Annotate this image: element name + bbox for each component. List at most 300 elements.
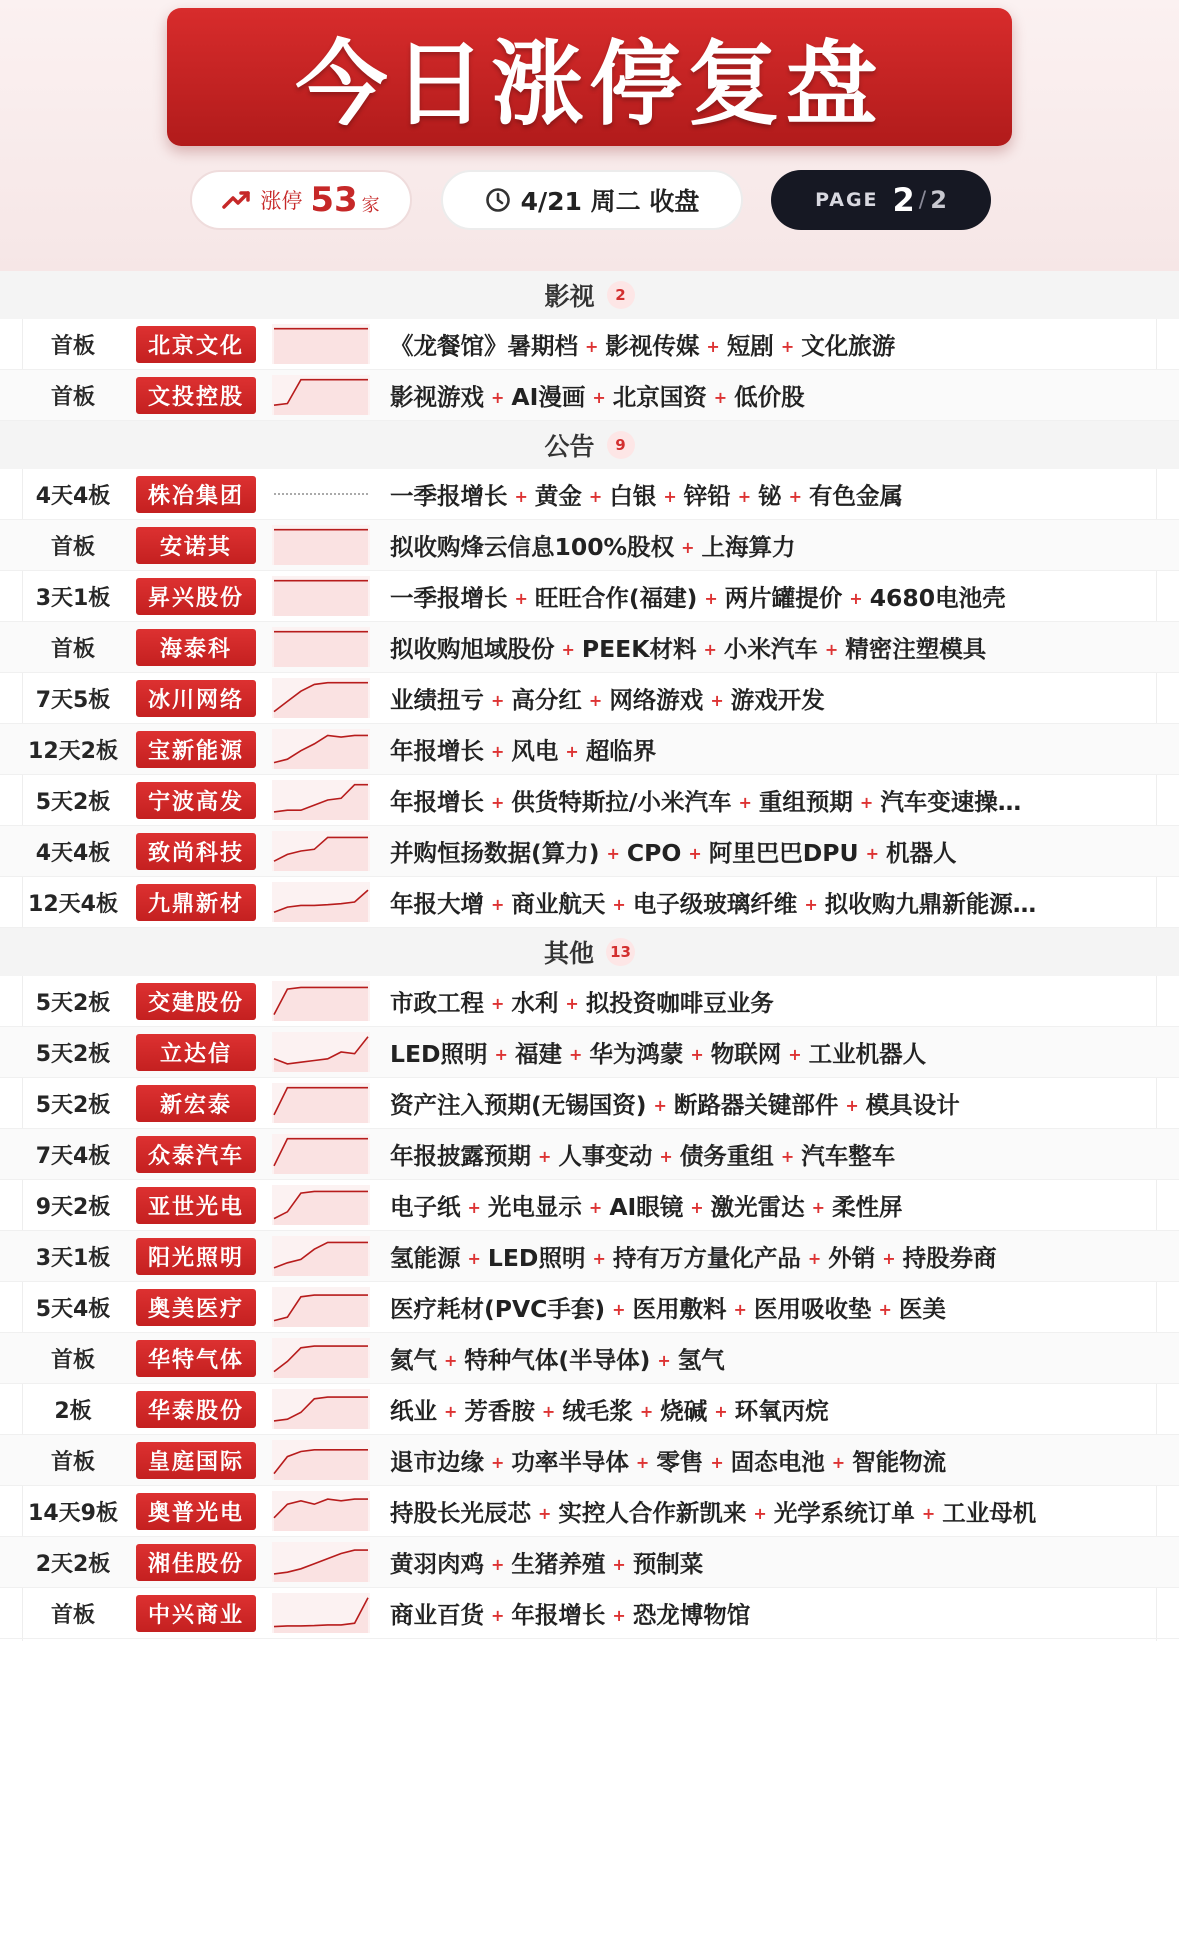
sparkline-line bbox=[274, 1598, 368, 1627]
concept-tag: 年报增长 bbox=[390, 737, 484, 765]
board-count: 首板 bbox=[50, 636, 95, 662]
intraday-sparkline bbox=[272, 1134, 370, 1174]
page-total: 2 bbox=[930, 186, 947, 214]
concept-tag: 零售 bbox=[656, 1448, 704, 1476]
stock-row bbox=[0, 775, 1179, 826]
board-count: 首板 bbox=[50, 1449, 95, 1475]
concept-tag: 工业母机 bbox=[942, 1499, 1037, 1527]
plus-separator: + bbox=[514, 589, 528, 608]
plus-separator: + bbox=[921, 1504, 936, 1523]
concept-tag: 年报披露预期 bbox=[390, 1142, 531, 1170]
plus-separator: + bbox=[491, 1555, 505, 1574]
sparkline-area bbox=[274, 1191, 368, 1225]
intraday-sparkline bbox=[272, 1083, 370, 1123]
board-count: 5天2板 bbox=[35, 789, 111, 815]
board-count: 5天2板 bbox=[35, 1092, 111, 1118]
plus-separator: + bbox=[491, 1606, 505, 1625]
concept-tag: 水利 bbox=[511, 989, 559, 1017]
sparkline-area bbox=[274, 1242, 368, 1276]
stock-row bbox=[0, 571, 1179, 622]
plus-separator: + bbox=[878, 1300, 892, 1319]
sparkline-area bbox=[274, 1346, 368, 1378]
plus-separator: + bbox=[588, 1198, 603, 1217]
section-rows bbox=[0, 976, 1179, 1639]
plus-separator: + bbox=[824, 640, 839, 659]
stock-row bbox=[0, 976, 1179, 1027]
plus-separator: + bbox=[565, 742, 579, 761]
board-count: 4天4板 bbox=[35, 840, 111, 866]
board-count: 3天1板 bbox=[35, 1245, 111, 1271]
concept-tags bbox=[390, 1035, 1179, 1069]
concept-tags bbox=[390, 630, 1179, 664]
stock-row bbox=[0, 1180, 1179, 1231]
concept-tags bbox=[390, 528, 1179, 562]
stock-row bbox=[0, 520, 1179, 571]
sparkline-area bbox=[274, 1397, 368, 1429]
intraday-sparkline bbox=[272, 375, 370, 415]
page-label: PAGE bbox=[815, 189, 879, 211]
concept-tag: 商业航天 bbox=[511, 890, 606, 918]
concept-tag: 医用吸收垫 bbox=[753, 1295, 872, 1323]
sparkline-area bbox=[274, 890, 368, 922]
concept-tag: 医用敷料 bbox=[632, 1295, 727, 1323]
concept-tag: 人事变动 bbox=[558, 1142, 653, 1170]
board-count: 2板 bbox=[54, 1398, 92, 1424]
plus-separator: + bbox=[639, 1402, 654, 1421]
concept-tag: 业绩扭亏 bbox=[390, 686, 484, 714]
plus-separator: + bbox=[592, 1249, 606, 1268]
plus-separator: + bbox=[467, 1249, 481, 1268]
intraday-sparkline bbox=[272, 1338, 370, 1378]
concept-tag: 黄金 bbox=[534, 482, 582, 510]
section-count-badge: 2 bbox=[607, 281, 635, 309]
concept-tag: 商业百货 bbox=[390, 1601, 484, 1629]
plus-separator: + bbox=[710, 691, 724, 710]
concept-tag: 市政工程 bbox=[390, 989, 484, 1017]
concept-tag: 福建 bbox=[514, 1040, 562, 1068]
intraday-sparkline bbox=[272, 729, 370, 769]
concept-tags bbox=[390, 1137, 1179, 1171]
stock-name-tag: 北京文化 bbox=[136, 326, 256, 363]
plus-separator: + bbox=[659, 1147, 673, 1166]
concept-tag: 拟投资咖啡豆业务 bbox=[585, 989, 774, 1017]
stock-name-tag: 宁波高发 bbox=[136, 782, 256, 819]
concept-tags bbox=[390, 327, 1179, 361]
plus-separator: + bbox=[807, 1249, 822, 1268]
stock-row bbox=[0, 1537, 1179, 1588]
limit-up-count-pill bbox=[190, 170, 412, 230]
concept-tags bbox=[390, 1392, 1179, 1426]
plus-separator: + bbox=[811, 1198, 826, 1217]
concept-tag: 两片罐提价 bbox=[724, 584, 843, 612]
board-count: 9天2板 bbox=[35, 1194, 111, 1220]
concept-tags bbox=[390, 1341, 1179, 1375]
plus-separator: + bbox=[612, 895, 626, 914]
intraday-sparkline bbox=[272, 1032, 370, 1072]
concept-tag: 风电 bbox=[511, 737, 559, 765]
concept-tag: 年报增长 bbox=[511, 1601, 606, 1629]
plus-separator: + bbox=[588, 691, 603, 710]
plus-separator: + bbox=[514, 487, 528, 506]
plus-separator: + bbox=[713, 388, 728, 407]
section-header bbox=[0, 928, 1179, 976]
concept-tag: 氦气 bbox=[390, 1346, 437, 1374]
concept-tag: 恐龙博物馆 bbox=[632, 1601, 751, 1629]
plus-separator: + bbox=[538, 1147, 552, 1166]
concept-tag: 实控人合作新凯来 bbox=[558, 1499, 747, 1527]
stock-name-tag: 立达信 bbox=[136, 1034, 256, 1071]
sparkline-area bbox=[274, 329, 368, 364]
concept-tag: 北京国资 bbox=[612, 383, 707, 411]
plus-separator: + bbox=[780, 1147, 795, 1166]
stock-name-tag: 昇兴股份 bbox=[136, 578, 256, 615]
plus-separator: + bbox=[788, 1045, 802, 1064]
intraday-sparkline bbox=[272, 678, 370, 718]
section-count-badge: 13 bbox=[606, 938, 635, 966]
stock-row bbox=[0, 319, 1179, 370]
plus-separator: + bbox=[681, 538, 695, 557]
intraday-sparkline bbox=[272, 1287, 370, 1327]
stock-row bbox=[0, 877, 1179, 928]
concept-tag: 特种气体(半导体) bbox=[464, 1346, 651, 1374]
intraday-sparkline bbox=[272, 981, 370, 1021]
section-count-badge: 9 bbox=[607, 431, 635, 459]
count-label: 涨停 bbox=[260, 189, 303, 213]
stock-name-tag: 冰川网络 bbox=[136, 680, 256, 717]
plus-separator: + bbox=[612, 1555, 626, 1574]
sparkline-area bbox=[274, 530, 368, 565]
concept-tag: 纸业 bbox=[390, 1397, 437, 1425]
concept-tag: 阿里巴巴DPU bbox=[708, 839, 859, 867]
page-indicator bbox=[771, 170, 991, 230]
intraday-sparkline bbox=[272, 1236, 370, 1276]
concept-tag: 预制菜 bbox=[632, 1550, 704, 1578]
concept-tag: 精密注塑模具 bbox=[845, 635, 987, 663]
concept-tag: 工业机器人 bbox=[808, 1040, 927, 1068]
plus-separator: + bbox=[714, 1402, 728, 1421]
intraday-sparkline bbox=[272, 831, 370, 871]
plus-separator: + bbox=[491, 793, 505, 812]
concept-tag: 固态电池 bbox=[730, 1448, 825, 1476]
stock-name-tag: 文投控股 bbox=[136, 377, 256, 414]
stock-row bbox=[0, 370, 1179, 421]
concept-tag: PEEK材料 bbox=[581, 635, 697, 663]
plus-separator: + bbox=[845, 1096, 859, 1115]
concept-tags bbox=[390, 1494, 1179, 1528]
intraday-sparkline bbox=[272, 1542, 370, 1582]
concept-tags bbox=[390, 1290, 1179, 1324]
concept-tag: 有色金属 bbox=[809, 482, 904, 510]
concept-tag: 机器人 bbox=[885, 839, 957, 867]
stock-row bbox=[0, 1435, 1179, 1486]
concept-tag: 智能物流 bbox=[852, 1448, 947, 1476]
concept-tag: 债务重组 bbox=[679, 1142, 774, 1170]
intraday-sparkline bbox=[272, 780, 370, 820]
plus-separator: + bbox=[849, 589, 863, 608]
concept-tag: 华为鸿蒙 bbox=[589, 1040, 684, 1068]
board-count: 首板 bbox=[50, 534, 95, 560]
concept-tag: 4680电池壳 bbox=[869, 584, 1006, 612]
concept-tag: 并购恒扬数据(算力) bbox=[390, 839, 600, 867]
concept-tag: 功率半导体 bbox=[511, 1448, 629, 1476]
concept-tag: 小米汽车 bbox=[723, 635, 818, 663]
stock-name-tag: 湘佳股份 bbox=[136, 1544, 256, 1581]
concept-tags bbox=[390, 783, 1179, 817]
stock-name-tag: 众泰汽车 bbox=[136, 1136, 256, 1173]
title-banner bbox=[167, 8, 1012, 146]
plus-separator: + bbox=[690, 1198, 704, 1217]
stock-name-tag: 致尚科技 bbox=[136, 833, 256, 870]
concept-tag: 持有万方量化产品 bbox=[612, 1244, 801, 1272]
concept-tag: 旺旺合作(福建) bbox=[534, 584, 698, 612]
concept-tag: LED照明 bbox=[487, 1244, 586, 1272]
stock-row bbox=[0, 826, 1179, 877]
plus-separator: + bbox=[491, 1453, 505, 1472]
concept-tag: 柔性屏 bbox=[832, 1193, 903, 1221]
concept-tag: 汽车变速操… bbox=[880, 788, 1022, 816]
plus-separator: + bbox=[706, 337, 720, 356]
board-count: 首板 bbox=[50, 1347, 95, 1373]
concept-tag: LED照明 bbox=[390, 1040, 488, 1068]
sparkline-area bbox=[274, 1598, 368, 1633]
plus-separator: + bbox=[788, 487, 803, 506]
concept-tag: 医美 bbox=[898, 1295, 946, 1323]
concept-tag: 模具设计 bbox=[865, 1091, 960, 1119]
date-pill bbox=[441, 170, 743, 230]
board-count: 7天4板 bbox=[35, 1143, 111, 1169]
plus-separator: + bbox=[585, 337, 599, 356]
concept-tag: 电子级玻璃纤维 bbox=[632, 890, 798, 918]
intraday-sparkline bbox=[272, 1440, 370, 1480]
plus-separator: + bbox=[831, 1453, 846, 1472]
concept-tag: 低价股 bbox=[734, 383, 805, 411]
plus-separator: + bbox=[780, 337, 795, 356]
plus-separator: + bbox=[491, 994, 505, 1013]
stock-row bbox=[0, 673, 1179, 724]
concept-tag: 芳香胺 bbox=[464, 1397, 535, 1425]
concept-tag: 白银 bbox=[609, 482, 657, 510]
stock-name-tag: 亚世光电 bbox=[136, 1187, 256, 1224]
concept-tag: 短剧 bbox=[726, 332, 774, 360]
concept-tag: 汽车整车 bbox=[801, 1142, 896, 1170]
plus-separator: + bbox=[657, 1351, 671, 1370]
board-count: 首板 bbox=[50, 333, 95, 359]
section-header bbox=[0, 421, 1179, 469]
section-title: 影视 bbox=[544, 282, 595, 311]
plus-separator: + bbox=[635, 1453, 650, 1472]
concept-tags bbox=[390, 834, 1179, 868]
concept-tag: 医疗耗材(PVC手套) bbox=[390, 1295, 606, 1323]
plus-separator: + bbox=[859, 793, 874, 812]
concept-tags bbox=[390, 1443, 1179, 1477]
stock-name-tag: 皇庭国际 bbox=[136, 1442, 256, 1479]
count-unit: 家 bbox=[361, 195, 380, 216]
board-count: 5天2板 bbox=[35, 990, 111, 1016]
plus-separator: + bbox=[710, 1453, 724, 1472]
page-title: 今日涨停复盘 bbox=[295, 31, 884, 138]
intraday-sparkline bbox=[272, 324, 370, 364]
concept-tags bbox=[390, 1086, 1179, 1120]
concept-tag: 一季报增长 bbox=[390, 584, 508, 612]
plus-separator: + bbox=[663, 487, 677, 506]
stock-row bbox=[0, 1384, 1179, 1435]
stock-row bbox=[0, 1588, 1179, 1639]
stock-name-tag: 阳光照明 bbox=[136, 1238, 256, 1275]
plus-separator: + bbox=[703, 640, 717, 659]
intraday-sparkline bbox=[272, 474, 370, 514]
plus-separator: + bbox=[444, 1351, 458, 1370]
plus-separator: + bbox=[444, 1402, 458, 1421]
trend-up-icon bbox=[222, 190, 252, 210]
concept-tag: 铋 bbox=[758, 482, 782, 510]
intraday-sparkline bbox=[272, 1491, 370, 1531]
concept-tag: 黄羽肉鸡 bbox=[390, 1550, 484, 1578]
concept-tags bbox=[390, 681, 1179, 715]
sparkline-area bbox=[274, 581, 368, 616]
plus-separator: + bbox=[588, 487, 603, 506]
concept-tag: CPO bbox=[626, 839, 682, 867]
concept-tag: 退市边缘 bbox=[390, 1448, 484, 1476]
sparkline-area bbox=[274, 987, 368, 1021]
stock-row bbox=[0, 1078, 1179, 1129]
plus-separator: + bbox=[538, 1504, 552, 1523]
concept-tag: 环氧丙烷 bbox=[734, 1397, 829, 1425]
concept-tag: AI漫画 bbox=[511, 383, 586, 411]
stock-row bbox=[0, 469, 1179, 520]
plus-separator: + bbox=[606, 844, 620, 863]
concept-tag: 氢能源 bbox=[390, 1244, 461, 1272]
concept-tag: 拟收购烽云信息100%股权 bbox=[390, 533, 675, 561]
board-count: 12天4板 bbox=[28, 891, 118, 917]
concept-tag: 持股券商 bbox=[902, 1244, 997, 1272]
concept-tag: 生猪养殖 bbox=[511, 1550, 606, 1578]
section-rows bbox=[0, 319, 1179, 421]
stock-name-tag: 奥普光电 bbox=[136, 1493, 256, 1530]
stock-name-tag: 安诺其 bbox=[136, 527, 256, 564]
stock-row bbox=[0, 1282, 1179, 1333]
plus-separator: + bbox=[494, 1045, 508, 1064]
concept-tags bbox=[390, 1596, 1179, 1630]
section-title: 其他 bbox=[544, 939, 595, 968]
concept-tag: 《龙餐馆》暑期档 bbox=[390, 332, 578, 360]
intraday-sparkline bbox=[272, 1389, 370, 1429]
concept-tags bbox=[390, 1239, 1179, 1273]
plus-separator: + bbox=[568, 1045, 583, 1064]
intraday-sparkline bbox=[272, 576, 370, 616]
stock-row bbox=[0, 1231, 1179, 1282]
plus-separator: + bbox=[865, 844, 879, 863]
plus-separator: + bbox=[882, 1249, 896, 1268]
plus-separator: + bbox=[737, 487, 752, 506]
section-title: 公告 bbox=[544, 432, 595, 461]
plus-separator: + bbox=[565, 994, 579, 1013]
concept-tag: 光电显示 bbox=[487, 1193, 582, 1221]
concept-tag: 一季报增长 bbox=[390, 482, 508, 510]
concept-tag: 拟收购旭域股份 bbox=[390, 635, 555, 663]
concept-tag: 文化旅游 bbox=[801, 332, 896, 360]
sparkline-area bbox=[274, 1450, 368, 1480]
page-separator: / bbox=[918, 187, 927, 213]
concept-tag: 年报增长 bbox=[390, 788, 484, 816]
concept-tag: 供货特斯拉/小米汽车 bbox=[511, 788, 732, 816]
concept-tag: 物联网 bbox=[710, 1040, 782, 1068]
sparkline-area bbox=[274, 1088, 368, 1123]
intraday-sparkline bbox=[272, 525, 370, 565]
concept-tag: 电子纸 bbox=[390, 1193, 461, 1221]
stock-row bbox=[0, 622, 1179, 673]
board-count: 2天2板 bbox=[35, 1551, 111, 1577]
plus-separator: + bbox=[704, 589, 718, 608]
stock-list bbox=[0, 271, 1179, 1641]
stock-name-tag: 华泰股份 bbox=[136, 1391, 256, 1428]
concept-tags bbox=[390, 579, 1179, 613]
stock-row bbox=[0, 1486, 1179, 1537]
plus-separator: + bbox=[733, 1300, 747, 1319]
sparkline-area bbox=[274, 1295, 368, 1327]
board-count: 7天5板 bbox=[35, 687, 111, 713]
concept-tag: 绒毛浆 bbox=[562, 1397, 633, 1425]
board-count: 14天9板 bbox=[28, 1500, 118, 1526]
stock-name-tag: 奥美医疗 bbox=[136, 1289, 256, 1326]
sparkline-area bbox=[274, 380, 368, 415]
concept-tag: 游戏开发 bbox=[730, 686, 825, 714]
stock-name-tag: 株冶集团 bbox=[136, 476, 256, 513]
plus-separator: + bbox=[561, 640, 575, 659]
concept-tag: AI眼镜 bbox=[609, 1193, 684, 1221]
stock-name-tag: 中兴商业 bbox=[136, 1595, 256, 1632]
board-count: 5天2板 bbox=[35, 1041, 111, 1067]
sparkline-area bbox=[274, 632, 368, 667]
plus-separator: + bbox=[541, 1402, 556, 1421]
plus-separator: + bbox=[491, 742, 505, 761]
plus-separator: + bbox=[688, 844, 702, 863]
plus-separator: + bbox=[690, 1045, 704, 1064]
clock-icon bbox=[485, 187, 511, 213]
sparkline-area bbox=[274, 1550, 368, 1582]
concept-tags bbox=[390, 1188, 1179, 1222]
plus-separator: + bbox=[738, 793, 752, 812]
date-text: 4/21 周二 收盘 bbox=[520, 187, 700, 216]
plus-separator: + bbox=[491, 691, 505, 710]
concept-tag: 超临界 bbox=[585, 737, 657, 765]
plus-separator: + bbox=[804, 895, 818, 914]
board-count: 首板 bbox=[50, 1602, 95, 1628]
sparkline-area bbox=[274, 1139, 368, 1174]
plus-separator: + bbox=[592, 388, 606, 407]
concept-tag: 外销 bbox=[828, 1244, 876, 1272]
concept-tag: 重组预期 bbox=[758, 788, 853, 816]
concept-tag: 拟收购九鼎新能源… bbox=[824, 890, 1037, 918]
intraday-sparkline bbox=[272, 1593, 370, 1633]
plus-separator: + bbox=[467, 1198, 481, 1217]
board-count: 首板 bbox=[50, 384, 95, 410]
concept-tags bbox=[390, 732, 1179, 766]
count-value: 53 bbox=[310, 180, 358, 220]
board-count: 4天4板 bbox=[35, 483, 111, 509]
section-rows bbox=[0, 469, 1179, 928]
stock-name-tag: 宝新能源 bbox=[136, 731, 256, 768]
intraday-sparkline bbox=[272, 882, 370, 922]
concept-tags bbox=[390, 984, 1179, 1018]
concept-tag: 影视传媒 bbox=[605, 332, 700, 360]
concept-tag: 锌铅 bbox=[683, 482, 731, 510]
concept-tag: 高分红 bbox=[511, 686, 582, 714]
stock-name-tag: 新宏泰 bbox=[136, 1085, 256, 1122]
board-count: 12天2板 bbox=[28, 738, 118, 764]
concept-tag: 年报大增 bbox=[390, 890, 484, 918]
plus-separator: + bbox=[653, 1096, 667, 1115]
concept-tag: 断路器关键部件 bbox=[673, 1091, 839, 1119]
